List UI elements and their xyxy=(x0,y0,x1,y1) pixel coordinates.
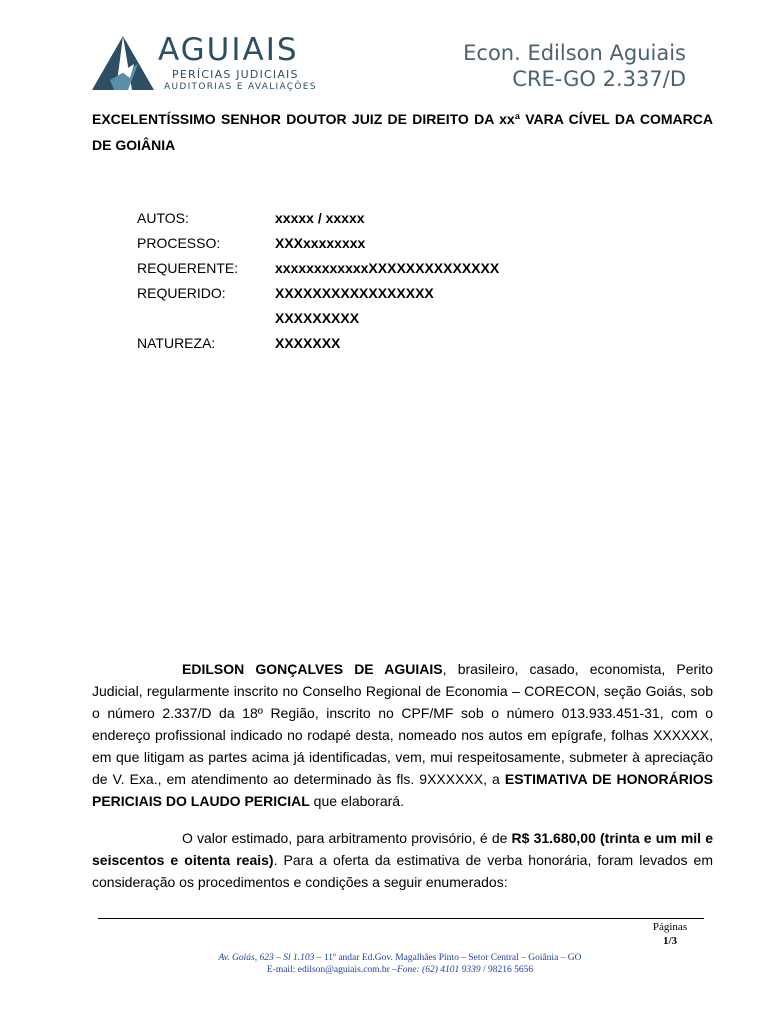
footer-suite: Sl 1.103 xyxy=(283,953,315,963)
requerente-value: xxxxxxxxxxxxXXXXXXXXXXXXXX xyxy=(275,260,500,276)
header-registration: CRE-GO 2.337/D xyxy=(512,67,686,91)
footer-divider xyxy=(98,918,704,919)
requerido-label: REQUERIDO: xyxy=(137,285,226,301)
footer-sep: – xyxy=(314,953,324,963)
footer-address-line xyxy=(100,952,700,964)
paragraph-fee-value xyxy=(92,827,713,893)
header-name: Econ. Edilson Aguiais xyxy=(463,41,686,65)
footer-phone-2: / 98216 5656 xyxy=(480,965,534,975)
company-logo xyxy=(92,32,322,96)
pages-value: 1/3 xyxy=(662,935,678,947)
fee-text-trail: . Para a oferta da estimativa de verba honorária, foram levados em consideração os procedimentos e condições a seguir enumerados: xyxy=(92,852,713,890)
fee-text-lead: O valor estimado, para arbitramento provisório, é de xyxy=(182,830,512,846)
meta-row-natureza xyxy=(137,331,499,356)
footer-email: E-mail: edilson@aguiais.com.br – xyxy=(266,965,397,975)
logo-tagline-2: AUDITORIAS E AVALIAÇÕES xyxy=(164,82,317,92)
expert-name: EDILSON GONÇALVES DE AGUIAIS xyxy=(182,661,443,677)
footer-phone: Fone: (62) 4101 9339 xyxy=(396,965,481,975)
paragraph-introduction xyxy=(92,658,713,812)
footer-contact xyxy=(100,952,700,976)
pages-label: Páginas xyxy=(652,921,688,933)
requerido-value-2: XXXXXXXXX xyxy=(275,310,360,326)
intro-text: , brasileiro, casado, economista, Perito Judicial, regularmente inscrito no Conselho Regional de Economia – CORECON, seção Goiás, sob o número 2.337/D da 18º Região, inscrito no CPF/MF sob o número 013.933.451-31, com o endereço profissional indicado no rodapé desta, nomeado nos autos em epígrafe, folhas XXXXXX, em que litigam as partes acima já identificadas, vem, mui respeitosamente, submeter à apreciação de V. Exa., em atendimento ao determinado às fls. 9XXXXXX, a xyxy=(92,661,713,787)
natureza-value: XXXXXXX xyxy=(275,335,341,351)
meta-row-requerido xyxy=(137,281,499,306)
logo-name: AGUIAIS xyxy=(158,32,299,68)
eagle-triangle-logo-icon xyxy=(92,34,154,92)
meta-row-requerido-cont xyxy=(137,306,499,331)
processo-value: XXXxxxxxxxx xyxy=(275,235,366,251)
logo-tagline-1: PERÍCIAS JUDICIAIS xyxy=(172,68,299,81)
requerente-label: REQUERENTE: xyxy=(137,260,239,276)
addressee-heading: EXCELENTÍSSIMO SENHOR DOUTOR JUIZ DE DIREITO DA xxª VARA CÍVEL DA COMARCA DE GOIÂNIA xyxy=(92,111,713,153)
autos-label: AUTOS: xyxy=(137,210,189,226)
estimate-title: ESTIMATIVA DE HONORÁRIOS PERICIAIS DO LAUDO PERICIAL xyxy=(92,771,714,809)
meta-row-autos xyxy=(137,206,499,231)
fee-amount: R$ 31.680,00 (trinta e um mil e seiscentos e oitenta reais) xyxy=(92,830,713,868)
processo-label: PROCESSO: xyxy=(137,235,221,251)
empty-label xyxy=(137,306,275,331)
footer-street: Av. Goiás, 623 xyxy=(218,953,274,963)
intro-closing: que elaborará. xyxy=(309,793,404,809)
header-identity xyxy=(463,40,686,92)
case-metadata xyxy=(137,206,499,356)
meta-row-requerente xyxy=(137,256,499,281)
meta-row-processo xyxy=(137,231,499,256)
requerido-value-1: XXXXXXXXXXXXXXXXX xyxy=(275,285,434,301)
footer-building: 11º andar Ed.Gov. Magalhães Pinto – Setor Central – Goiânia – GO xyxy=(323,953,582,963)
autos-value: xxxxx / xxxxx xyxy=(275,210,365,226)
page-counter xyxy=(636,920,704,948)
natureza-label: NATUREZA: xyxy=(137,335,216,351)
footer-sep: – xyxy=(273,953,284,963)
footer-contact-line xyxy=(100,964,700,976)
